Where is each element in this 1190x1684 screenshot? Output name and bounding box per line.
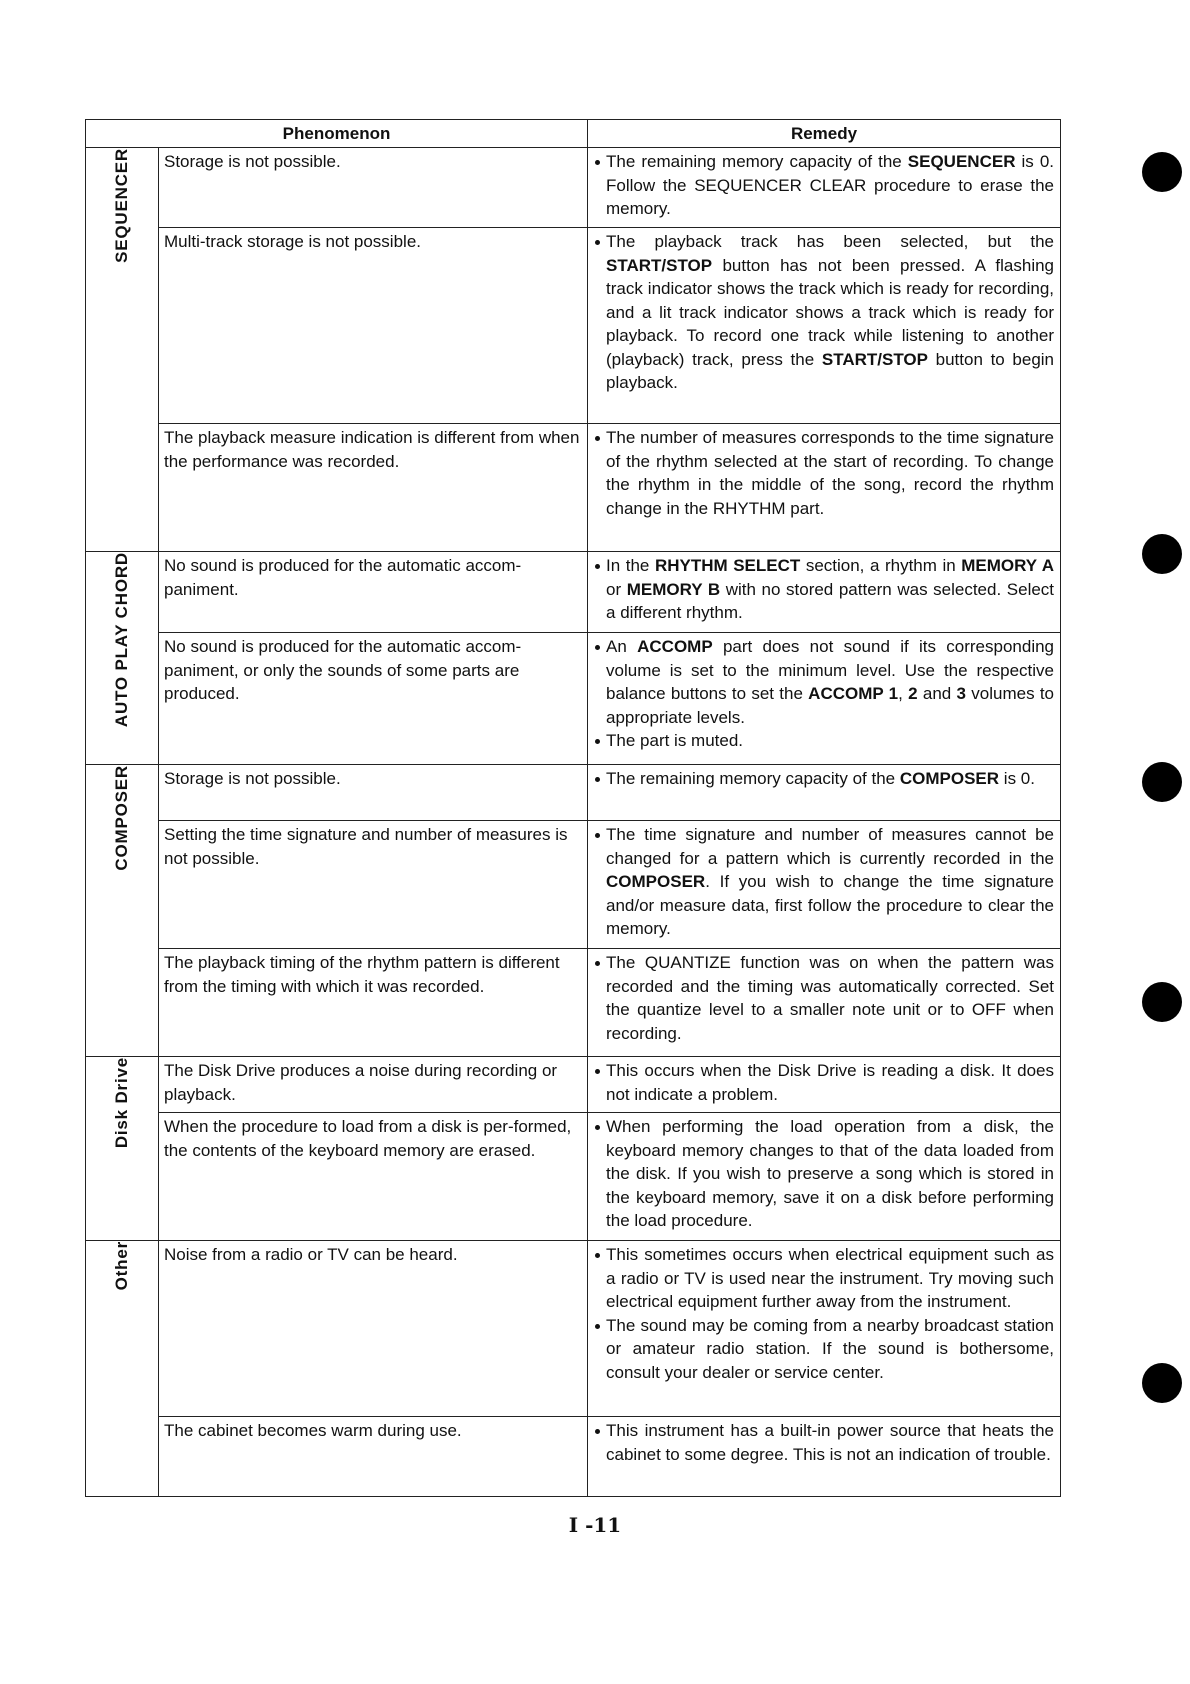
remedy-keyword: ACCOMP 1 [808, 684, 899, 703]
phenomenon-header: Phenomenon [86, 120, 588, 148]
remedy-list [594, 951, 1054, 1045]
section-label: Disk Drive [112, 1057, 132, 1149]
table-row [86, 1417, 1061, 1497]
remedy-keyword: MEMORY A [961, 556, 1055, 575]
remedy-cell [588, 1113, 1061, 1241]
remedy-item [594, 1059, 1054, 1106]
table-row [86, 552, 1061, 633]
phenomenon-cell: Storage is not possible. [159, 148, 588, 228]
table-row [86, 949, 1061, 1057]
remedy-cell [588, 1057, 1061, 1113]
remedy-text: volumes to appropriate levels. [606, 684, 1055, 727]
table-row [86, 1113, 1061, 1241]
remedy-list [594, 635, 1054, 753]
section-label: SEQUENCER [112, 148, 132, 263]
remedy-text: The playback track has been selected, but the [606, 232, 1055, 251]
remedy-cell [588, 633, 1061, 765]
remedy-text: button to begin playback. [606, 349, 1055, 392]
table-row [86, 765, 1061, 821]
remedy-item [594, 426, 1054, 520]
remedy-text: The number of measures corresponds to the time signature of the rhythm selected at the start of recording. To change the rhythm in the middle of the song, record the rhythm change in the RHYTHM part. [606, 428, 1055, 518]
remedy-item [594, 767, 1054, 791]
phenomenon-cell: The playback measure indication is different from when the performance was recorded. [159, 424, 588, 552]
remedy-item [594, 729, 1054, 753]
binding-hole-4 [1142, 982, 1182, 1022]
binding-hole-1 [1142, 152, 1182, 192]
remedy-text: This sometimes occurs when electrical equipment such as a radio or TV is used near the instrument. Try moving such electrical equipment further away from the instrument. [606, 1245, 1055, 1311]
remedy-text: or [606, 579, 627, 599]
remedy-list [594, 554, 1054, 625]
phenomenon-cell: When the procedure to load from a disk is per-formed, the contents of the keyboard memory are erased. [159, 1113, 588, 1241]
troubleshooting-table [85, 119, 1061, 1497]
remedy-text: The sound may be coming from a nearby broadcast station or amateur radio station. If the sound is bothersome, consult your dealer or service center. [606, 1315, 1055, 1382]
remedy-keyword: ACCOMP [637, 637, 713, 656]
remedy-item [594, 951, 1054, 1045]
phenomenon-cell: The Disk Drive produces a noise during recording or playback. [159, 1057, 588, 1113]
remedy-cell [588, 1241, 1061, 1417]
remedy-keyword: COMPOSER [606, 872, 706, 891]
phenomenon-cell: Noise from a radio or TV can be heard. [159, 1241, 588, 1417]
remedy-text: An [606, 637, 638, 656]
phenomenon-cell: The playback timing of the rhythm pattern is different from the timing with which it was recorded. [159, 949, 588, 1057]
section-label-cell [86, 148, 159, 552]
section-label-cell [86, 552, 159, 765]
section-label-cell [86, 1057, 159, 1241]
remedy-text: is 0. [999, 769, 1035, 788]
table-row [86, 821, 1061, 949]
remedy-item [594, 823, 1054, 941]
binding-hole-2 [1142, 534, 1182, 574]
remedy-list [594, 426, 1054, 520]
remedy-list [594, 230, 1054, 395]
remedy-text: The QUANTIZE function was on when the pattern was recorded and the timing was automatically corrected. Set the quantize level to a smaller note unit or to OFF when recording. [606, 953, 1055, 1043]
remedy-text: section, a rhythm in [800, 556, 962, 575]
table-row [86, 1057, 1061, 1113]
remedy-text: When performing the load operation from a disk, the keyboard memory changes to that of the data loaded from the disk. If you wish to preserve a song which is stored in the keyboard memory, save it on a disk before performing the load procedure. [606, 1117, 1055, 1230]
remedy-text: with no stored pattern was selected. Select a different rhythm. [606, 579, 1055, 622]
remedy-list [594, 1419, 1054, 1466]
remedy-keyword: SEQUENCER [907, 152, 1016, 171]
remedy-text: The time signature and number of measures cannot be changed for a pattern which is currently recorded in the [606, 825, 1055, 868]
remedy-text: This occurs when the Disk Drive is reading a disk. It does not indicate a problem. [606, 1061, 1055, 1104]
remedy-keyword: COMPOSER [899, 769, 1000, 788]
remedy-keyword: 3 [956, 684, 966, 703]
remedy-list [594, 767, 1054, 791]
phenomenon-cell: No sound is produced for the automatic accom-paniment, or only the sounds of some parts are produced. [159, 633, 588, 765]
remedy-item [594, 635, 1054, 729]
remedy-keyword: START/STOP [606, 255, 713, 275]
remedy-text: The part is muted. [606, 731, 744, 750]
remedy-text: . If you wish to change the time signature and/or measure data, first follow the procedure to clear the memory. [606, 872, 1055, 938]
remedy-text: is 0. Follow the SEQUENCER CLEAR procedure to erase the memory. [606, 152, 1055, 218]
remedy-text: button has not been pressed. A flashing track indicator shows the track which is ready for recording, and a lit track indicator shows a track which is ready for playback. To record one track while listening to another (playback) track, press the [606, 255, 1055, 369]
section-label: COMPOSER [112, 765, 132, 871]
phenomenon-cell: Storage is not possible. [159, 765, 588, 821]
binding-hole-5 [1142, 1363, 1182, 1403]
remedy-keyword: MEMORY B [626, 579, 721, 599]
phenomenon-cell: Multi-track storage is not possible. [159, 228, 588, 424]
remedy-text: , [898, 684, 909, 703]
remedy-cell [588, 821, 1061, 949]
table-body [86, 148, 1061, 1497]
section-label-cell [86, 1241, 159, 1497]
remedy-list [594, 150, 1054, 221]
section-label: AUTO PLAY CHORD [112, 552, 132, 728]
remedy-item [594, 1419, 1054, 1466]
remedy-text: This instrument has a built-in power source that heats the cabinet to some degree. This is not an indication of trouble. [606, 1421, 1055, 1464]
remedy-keyword: START/STOP [821, 349, 928, 369]
remedy-list [594, 1243, 1054, 1384]
remedy-text: In the [606, 556, 655, 575]
section-label-cell [86, 765, 159, 1057]
remedy-cell [588, 949, 1061, 1057]
remedy-cell [588, 765, 1061, 821]
remedy-header: Remedy [588, 120, 1061, 148]
remedy-cell [588, 148, 1061, 228]
table-header-row [86, 120, 1061, 148]
remedy-list [594, 1115, 1054, 1233]
remedy-text: and [917, 684, 957, 703]
table-row [86, 424, 1061, 552]
remedy-item [594, 1314, 1054, 1385]
remedy-keyword: 2 [908, 684, 918, 703]
remedy-item [594, 230, 1054, 395]
phenomenon-cell: The cabinet becomes warm during use. [159, 1417, 588, 1497]
phenomenon-cell: Setting the time signature and number of measures is not possible. [159, 821, 588, 949]
remedy-item [594, 554, 1054, 625]
remedy-text: part does not sound if its corresponding volume is set to the minimum level. Use the respective balance buttons to set the [606, 637, 1055, 703]
remedy-list [594, 823, 1054, 941]
table-row [86, 148, 1061, 228]
table-row [86, 633, 1061, 765]
remedy-keyword: RHYTHM SELECT [654, 556, 801, 575]
remedy-item [594, 1115, 1054, 1233]
remedy-cell [588, 1417, 1061, 1497]
remedy-text: The remaining memory capacity of the [606, 769, 900, 788]
remedy-list [594, 1059, 1054, 1106]
page-number: I -11 [568, 1513, 622, 1537]
remedy-cell [588, 228, 1061, 424]
phenomenon-cell: No sound is produced for the automatic accom-paniment. [159, 552, 588, 633]
remedy-item [594, 150, 1054, 221]
binding-hole-3 [1142, 762, 1182, 802]
remedy-cell [588, 424, 1061, 552]
remedy-cell [588, 552, 1061, 633]
remedy-text: The remaining memory capacity of the [606, 152, 908, 171]
table-row [86, 228, 1061, 424]
table-row [86, 1241, 1061, 1417]
remedy-item [594, 1243, 1054, 1314]
section-label: Other [112, 1241, 132, 1291]
